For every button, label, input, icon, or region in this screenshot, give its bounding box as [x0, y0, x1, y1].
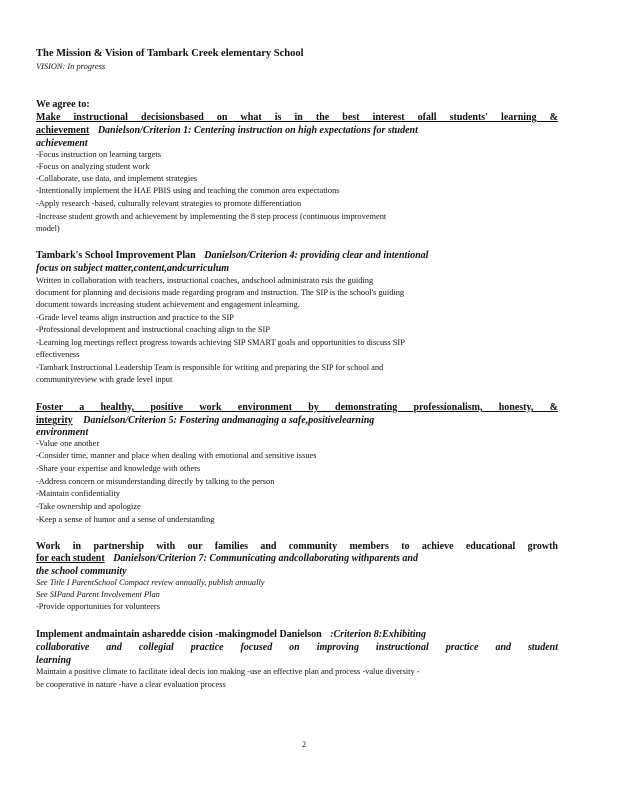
s1-heading-line2: [36, 124, 558, 137]
s2-item: -Learning log meetings reflect progress towards achieving SIP SMART goals and opportunities to discuss SIP: [36, 338, 405, 347]
s3-heading-line3: environment: [36, 427, 89, 438]
s4-criterion: Danielson/Criterion 7: Communicating andcollaborating withparents and: [113, 553, 418, 564]
s1-item: -Focus on analyzing student work: [36, 162, 150, 171]
document-title: The Mission & Vision of Tambark Creek elementary School: [36, 48, 304, 59]
s3-heading-line1: Foster a healthy, positive work environment by demonstrating professionalism, honesty, &: [36, 402, 558, 413]
s1-item: -Collaborate, use data, and implement strategies: [36, 174, 198, 183]
page-number: 2: [302, 740, 306, 749]
s3-item: -Take ownership and apologize: [36, 502, 141, 511]
s4-heading-line2: [36, 552, 558, 565]
s1-item: -Intentionally implement the HAE PBIS using and teaching the common area expectations: [36, 186, 340, 195]
s2-criterion: Danielson/Criterion 4: providing clear and intentional: [204, 250, 429, 261]
s2-item: -Tambark Instructional Leadership Team is responsible for writing and preparing the SIP for school and: [36, 363, 384, 372]
s3-item: -Maintain confidentiality: [36, 489, 120, 498]
s3-item: -Share your expertise and knowledge with others: [36, 464, 201, 473]
s2-item: effectiveness: [36, 350, 80, 359]
s1-item: model): [36, 224, 60, 233]
s2-item: document towards increasing student achievement and engagement inlearning.: [36, 300, 300, 309]
s4-item: See SIPand Parent Involvement Plan: [36, 590, 160, 599]
s2-item: -Professional development and instructional coaching align to the SIP: [36, 325, 270, 334]
s2-heading-line2: focus on subject matter,content,andcurriculum: [36, 263, 230, 274]
s3-item: -Consider time, manner and place when dealing with emotional and sensitive issues: [36, 451, 317, 460]
s2-item: -Grade level teams align instruction and practice to the SIP: [36, 313, 234, 322]
s5-item: be cooperative in nature -have a clear evaluation process: [36, 680, 226, 689]
s2-item: Written in collaboration with teachers, instructional coaches, andschool administrato rsis the guiding: [36, 276, 374, 285]
s1-heading-word: achievement: [36, 125, 90, 136]
s1-item: -Apply research -based, culturally relevant strategies to promote differentiation: [36, 199, 302, 208]
s3-item: -Keep a sense of humor and a sense of understanding: [36, 515, 215, 524]
s2-heading-title: Tambark's School Improvement Plan: [36, 250, 196, 261]
we-agree-heading: We agree to:: [36, 99, 90, 110]
s5-criterion: :Criterion 8:Exhibiting: [330, 629, 427, 640]
s2-heading-line1: [36, 249, 558, 262]
s4-heading-phrase: for each student: [36, 553, 105, 564]
s5-heading-line2: collaborative and collegial practice focused on improving instructional practice and student: [36, 642, 558, 653]
s5-item: Maintain a positive climate to facilitate ideal decis ion making -use an effective plan and process -value diversity -: [36, 667, 420, 676]
s2-item: document for planning and decisions made regarding program and instruction. The SIP is the school's guiding: [36, 288, 405, 297]
s4-heading-line1: Work in partnership with our families and community members to achieve educational growth: [36, 541, 558, 552]
s5-heading-title: Implement andmaintain asharedde cision -makingmodel Danielson: [36, 629, 322, 640]
s5-heading-line1: [36, 628, 558, 641]
s1-criterion: Danielson/Criterion 1: Centering instruction on high expectations for student: [97, 125, 418, 136]
s1-item: -Focus instruction on learning targets: [36, 150, 161, 159]
s4-item: -Provide opportunities for volunteers: [36, 602, 160, 611]
s2-item: communityreview with grade level input: [36, 375, 173, 384]
s3-heading-word: integrity: [36, 415, 73, 426]
vision-line: VISION: In progress: [36, 62, 106, 71]
s3-item: -Address concern or misunderstanding directly by talking to the person: [36, 477, 275, 486]
s1-heading-line3: achievement: [36, 138, 88, 149]
s4-item: See Title I ParentSchool Compact review annually, publish annually: [36, 578, 265, 587]
s1-heading-line1: Make instructional decisionsbased on what is in the best interest ofall students' learning &: [36, 112, 558, 123]
s1-item: -Increase student growth and achievement by implementing the 8 step process (continuous improvement: [36, 212, 387, 221]
s3-item: -Value one another: [36, 439, 100, 448]
s5-heading-line3: learning: [36, 655, 72, 666]
s4-heading-line3: the school community: [36, 566, 127, 577]
s3-criterion: Danielson/Criterion 5: Fostering andmanaging a safe,positivelearning: [83, 415, 375, 426]
